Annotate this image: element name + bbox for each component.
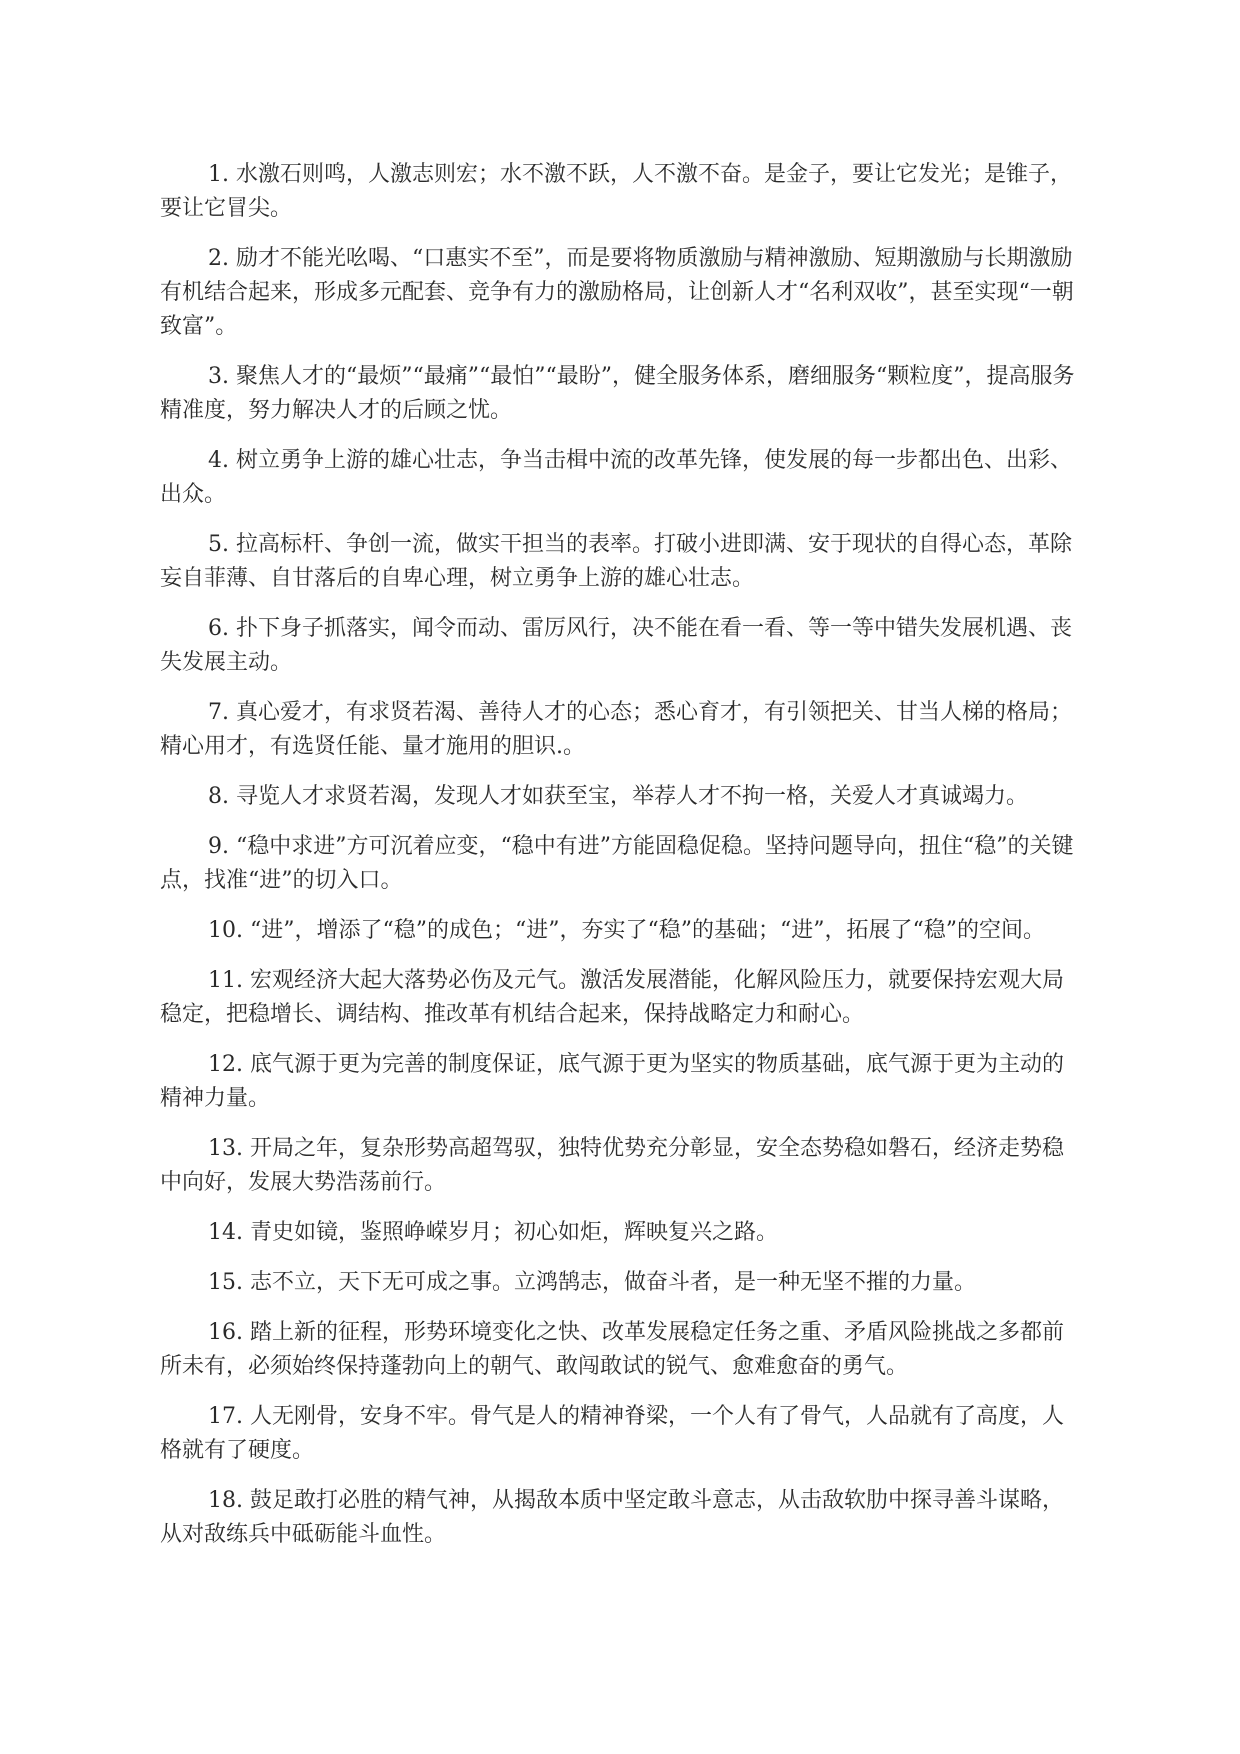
paragraph-18: 18. 鼓足敢打必胜的精气神，从揭敌本质中坚定敢斗意志，从击敌软肋中探寻善斗谋略，从对敌练兵中砥砺能斗血性。 bbox=[160, 1488, 1064, 1547]
paragraph-7: 7. 真心爱才，有求贤若渴、善待人才的心态；悉心育才，有引领把关、甘当人梯的格局；精心用才，有选贤任能、量才施用的胆识.。 bbox=[160, 700, 1072, 759]
paragraph-11: 11. 宏观经济大起大落势必伤及元气。激活发展潜能，化解风险压力，就要保持宏观大局稳定，把稳增长、调结构、推改革有机结合起来，保持战略定力和耐心。 bbox=[160, 968, 1064, 1027]
paragraph-6: 6. 扑下身子抓落实，闻令而动、雷厉风行，决不能在看一看、等一等中错失发展机遇、丧失发展主动。 bbox=[160, 616, 1072, 675]
paragraph-14: 14. 青史如镜，鉴照峥嵘岁月；初心如炬，辉映复兴之路。 bbox=[208, 1220, 778, 1245]
document-body bbox=[160, 158, 1082, 1568]
paragraph-9: 9. “稳中求进”方可沉着应变，“稳中有进”方能固稳促稳。坚持问题导向，扭住“稳”的关键点，找准“进”的切入口。 bbox=[160, 834, 1074, 893]
paragraph-10: 10. “进”，增添了“稳”的成色；“进”，夯实了“稳”的基础；“进”，拓展了“稳”的空间。 bbox=[208, 918, 1045, 943]
paragraph-16: 16. 踏上新的征程，形势环境变化之快、改革发展稳定任务之重、矛盾风险挑战之多都前所未有，必须始终保持蓬勃向上的朝气、敢闯敢试的锐气、愈难愈奋的勇气。 bbox=[160, 1320, 1064, 1379]
paragraph-17: 17. 人无刚骨，安身不牢。骨气是人的精神脊梁，一个人有了骨气，人品就有了高度，人格就有了硬度。 bbox=[160, 1404, 1064, 1463]
paragraph-3: 3. 聚焦人才的“最烦”“最痛”“最怕”“最盼”，健全服务体系，磨细服务“颗粒度”，提高服务精准度，努力解决人才的后顾之忧。 bbox=[160, 364, 1075, 423]
paragraph-4: 4. 树立勇争上游的雄心壮志，争当击楫中流的改革先锋，使发展的每一步都出色、出彩、出众。 bbox=[160, 448, 1072, 507]
paragraph-12: 12. 底气源于更为完善的制度保证，底气源于更为坚实的物质基础，底气源于更为主动的精神力量。 bbox=[160, 1052, 1064, 1111]
paragraph-5: 5. 拉高标杆、争创一流，做实干担当的表率。打破小进即满、安于现状的自得心态，革除妄自菲薄、自甘落后的自卑心理，树立勇争上游的雄心壮志。 bbox=[160, 532, 1072, 591]
paragraph-2: 2. 励才不能光吆喝、“口惠实不至”，而是要将物质激励与精神激励、短期激励与长期激励有机结合起来，形成多元配套、竞争有力的激励格局，让创新人才“名利双收”，甚至实现“一朝致富”。 bbox=[160, 246, 1074, 339]
paragraph-1: 1. 水激石则鸣，人激志则宏；水不激不跃，人不激不奋。是金子，要让它发光；是锥子，要让它冒尖。 bbox=[160, 162, 1072, 221]
paragraph-8: 8. 寻览人才求贤若渴，发现人才如获至宝，举荐人才不拘一格，关爱人才真诚竭力。 bbox=[208, 784, 1028, 809]
paragraph-15: 15. 志不立，天下无可成之事。立鸿鹄志，做奋斗者，是一种无坚不摧的力量。 bbox=[208, 1270, 976, 1295]
paragraph-13: 13. 开局之年，复杂形势高超驾驭，独特优势充分彰显，安全态势稳如磐石，经济走势稳中向好，发展大势浩荡前行。 bbox=[160, 1136, 1064, 1195]
